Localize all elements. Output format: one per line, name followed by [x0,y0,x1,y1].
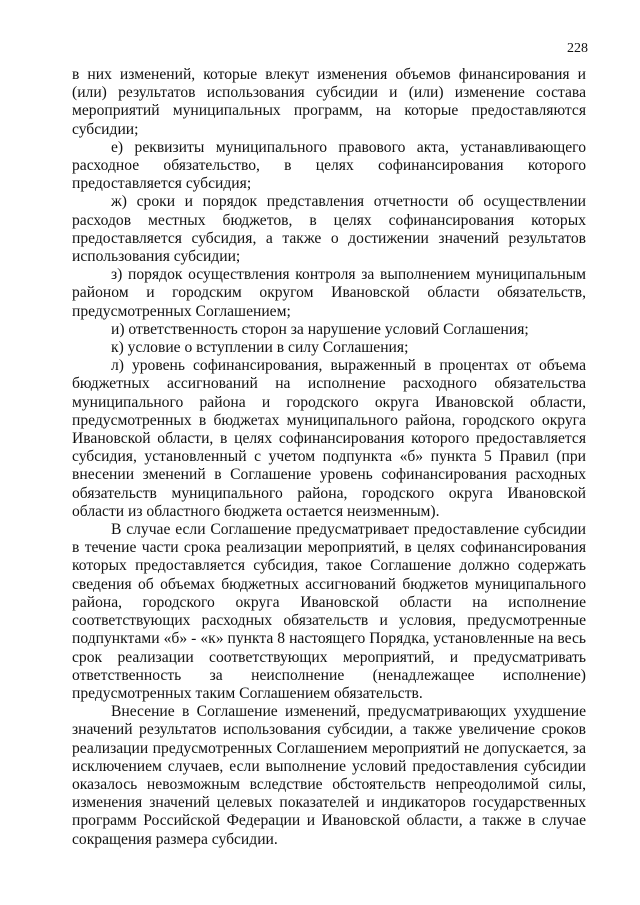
paragraph-amendments: Внесение в Соглашение изменений, предусматривающих ухудшение значений результатов использования субсидии, а также увеличение сроков реализации предусмотренных Соглашением мероприятий не допускается, за исключением случаев, если выполнение условий предоставления субсидии оказалось невозможным вследствие обстоятельств непреодолимой силы, изменения значений целевых показателей и индикаторов государственных программ Российской Федерации и Ивановской области, а также в случае сокращения размера субсидии. [72,703,586,848]
document-body [72,66,586,849]
paragraph-item-z: з) порядок осуществления контроля за выполнением муниципальным районом и городским округом Ивановской области обязательств, предусмотренных Соглашением; [72,266,586,320]
page-number: 228 [567,41,588,56]
paragraph-item-i: и) ответственность сторон за нарушение условий Соглашения; [111,320,529,338]
paragraph-continuation: в них изменений, которые влекут изменения объемов финансирования и (или) результатов использования субсидии и (или) изменение состава мероприятий муниципальных программ, на которые предоставляются субсидии; [72,66,586,138]
paragraph-partial-period: В случае если Соглашение предусматривает предоставление субсидии в течение части срока реализации мероприятий, в целях софинансирования которых предоставляется субсидия, такое Соглашение должно содержать сведения об объемах бюджетных ассигнований бюджетов муниципального района, городского округа Ивановской области на исполнение соответствующих расходных обязательств и условия, предусмотренные подпунктами «б» - «к» пункта 8 настоящего Порядка, установленные на весь срок реализации соответствующих мероприятий, и предусматривать ответственность за неисполнение (ненадлежащее исполнение) предусмотренных таким Соглашением обязательств. [72,521,586,702]
paragraph-item-zh: ж) сроки и порядок представления отчетности об осуществлении расходов местных бюджетов, в целях софинансирования которых предоставляется субсидия, а также о достижении значений результатов использования субсидии; [72,193,586,266]
paragraph-item-l: л) уровень софинансирования, выраженный в процентах от объема бюджетных ассигнований на исполнение расходного обязательства муниципального района и городского округа Ивановской области, предусмотренных в бюджетах муниципального района, городского округа Ивановской области, в целях софинансирования которого предоставляется субсидия, установленный с учетом подпункта «б» пункта 5 Правил (при внесении зменений в Соглашение уровень софинансирования расходных обязательств муниципального района, городского округа Ивановской области из областного бюджета остается неизменным). [72,357,586,520]
paragraph-item-e: е) реквизиты муниципального правового акта, устанавливающего расходное обязательство, в целях софинансирования которого предоставляется субсидия; [72,138,586,193]
paragraph-item-k: к) условие о вступлении в силу Соглашения; [111,339,409,357]
